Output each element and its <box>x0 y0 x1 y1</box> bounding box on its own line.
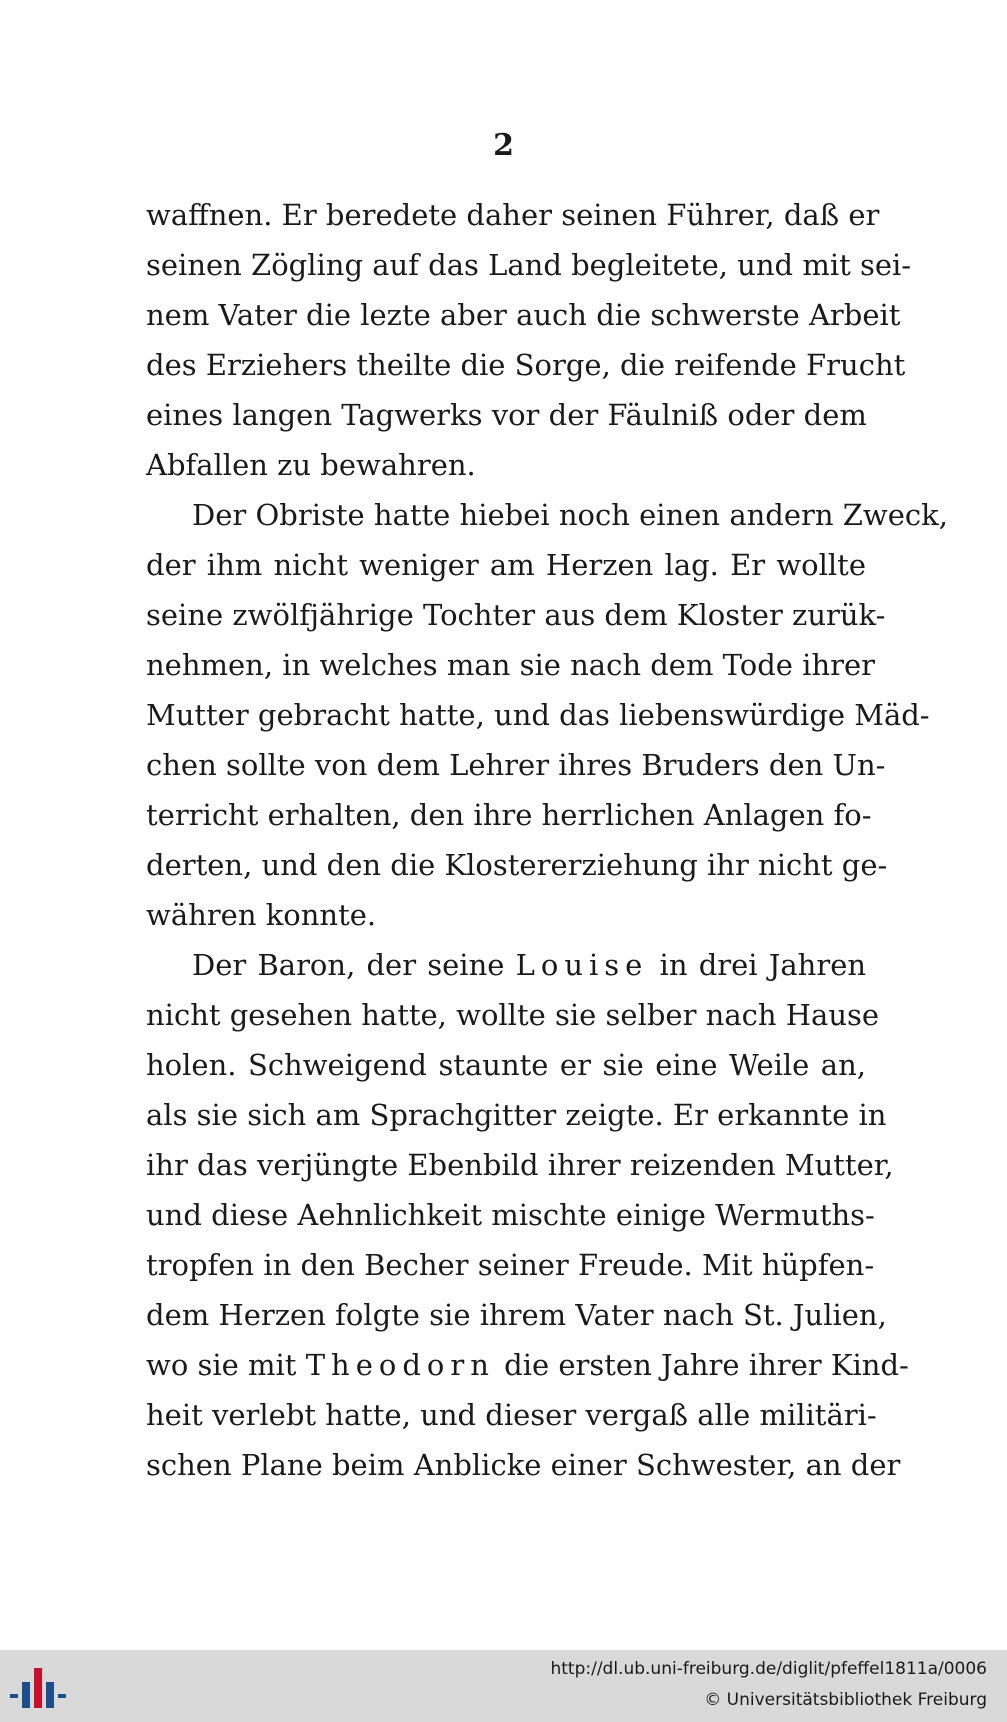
ub-freiburg-logo-icon[interactable] <box>10 1664 66 1712</box>
viewer-footer <box>0 1650 1007 1722</box>
text-line: und diese Aehnlichkeit mischte einige Wermuths- <box>146 1198 875 1232</box>
text-line: heit verlebt hatte, und dieser vergaß alle militäri- <box>146 1398 877 1432</box>
text-line: seine zwölfjährige Tochter aus dem Kloster zurük- <box>146 598 886 632</box>
text-line: Mutter gebracht hatte, und das liebenswürdige Mäd- <box>146 698 930 732</box>
text-line: Der Obriste hatte hiebei noch einen andern Zweck, <box>192 498 948 532</box>
text-line <box>146 940 866 990</box>
text-line: nem Vater die lezte aber auch die schwerste Arbeit <box>146 298 901 332</box>
body-text <box>146 190 948 1490</box>
name-theodorn: Theodorn <box>305 1348 495 1382</box>
text-line: seinen Zögling auf das Land begleitete, und mit sei- <box>146 248 912 282</box>
text-line: eines langen Tagwerks vor der Fäulniß oder dem <box>146 398 867 432</box>
text-line: Abfallen zu bewahren. <box>146 448 476 482</box>
text-segment: wo sie mit <box>146 1348 297 1382</box>
name-louise: Louise <box>515 948 649 982</box>
text-line: derten, und den die Klostererziehung ihr nicht ge- <box>146 848 888 882</box>
text-line: der ihm nicht weniger am Herzen lag. Er wollte <box>146 548 866 582</box>
text-line: nehmen, in welches man sie nach dem Tode ihrer <box>146 648 876 682</box>
text-line: des Erziehers theilte die Sorge, die reifende Frucht <box>146 348 906 382</box>
text-line: dem Herzen folgte sie ihrem Vater nach St. Julien, <box>146 1298 887 1332</box>
text-line: ihr das verjüngte Ebenbild ihrer reizenden Mutter, <box>146 1148 894 1182</box>
permalink-url[interactable]: http://dl.ub.uni-freiburg.de/diglit/pfeffel1811a/0006 <box>550 1659 987 1679</box>
page-number: 2 <box>493 128 514 163</box>
text-line: chen sollte von dem Lehrer ihres Bruders den Un- <box>146 748 886 782</box>
text-segment: in drei Jahren <box>659 948 867 982</box>
text-line: waffnen. Er beredete daher seinen Führer, daß er <box>146 198 880 232</box>
text-segment: Der Baron, der seine <box>192 948 505 982</box>
text-line: nicht gesehen hatte, wollte sie selber nach Hause <box>146 998 880 1032</box>
text-line: als sie sich am Sprachgitter zeigte. Er erkannte in <box>146 1098 887 1132</box>
text-line: holen. Schweigend staunte er sie eine Weile an, <box>146 1048 866 1082</box>
text-segment: die ersten Jahre ihrer Kind- <box>504 1348 909 1382</box>
copyright-notice: © Universitätsbibliothek Freiburg <box>704 1690 987 1710</box>
text-line: tropfen in den Becher seiner Freude. Mit hüpfen- <box>146 1248 875 1282</box>
text-line: währen konnte. <box>146 898 377 932</box>
text-line <box>146 1340 909 1390</box>
text-line: schen Plane beim Anblicke einer Schwester, an der <box>146 1448 901 1482</box>
text-line: terricht erhalten, den ihre herrlichen Anlagen fo- <box>146 798 872 832</box>
